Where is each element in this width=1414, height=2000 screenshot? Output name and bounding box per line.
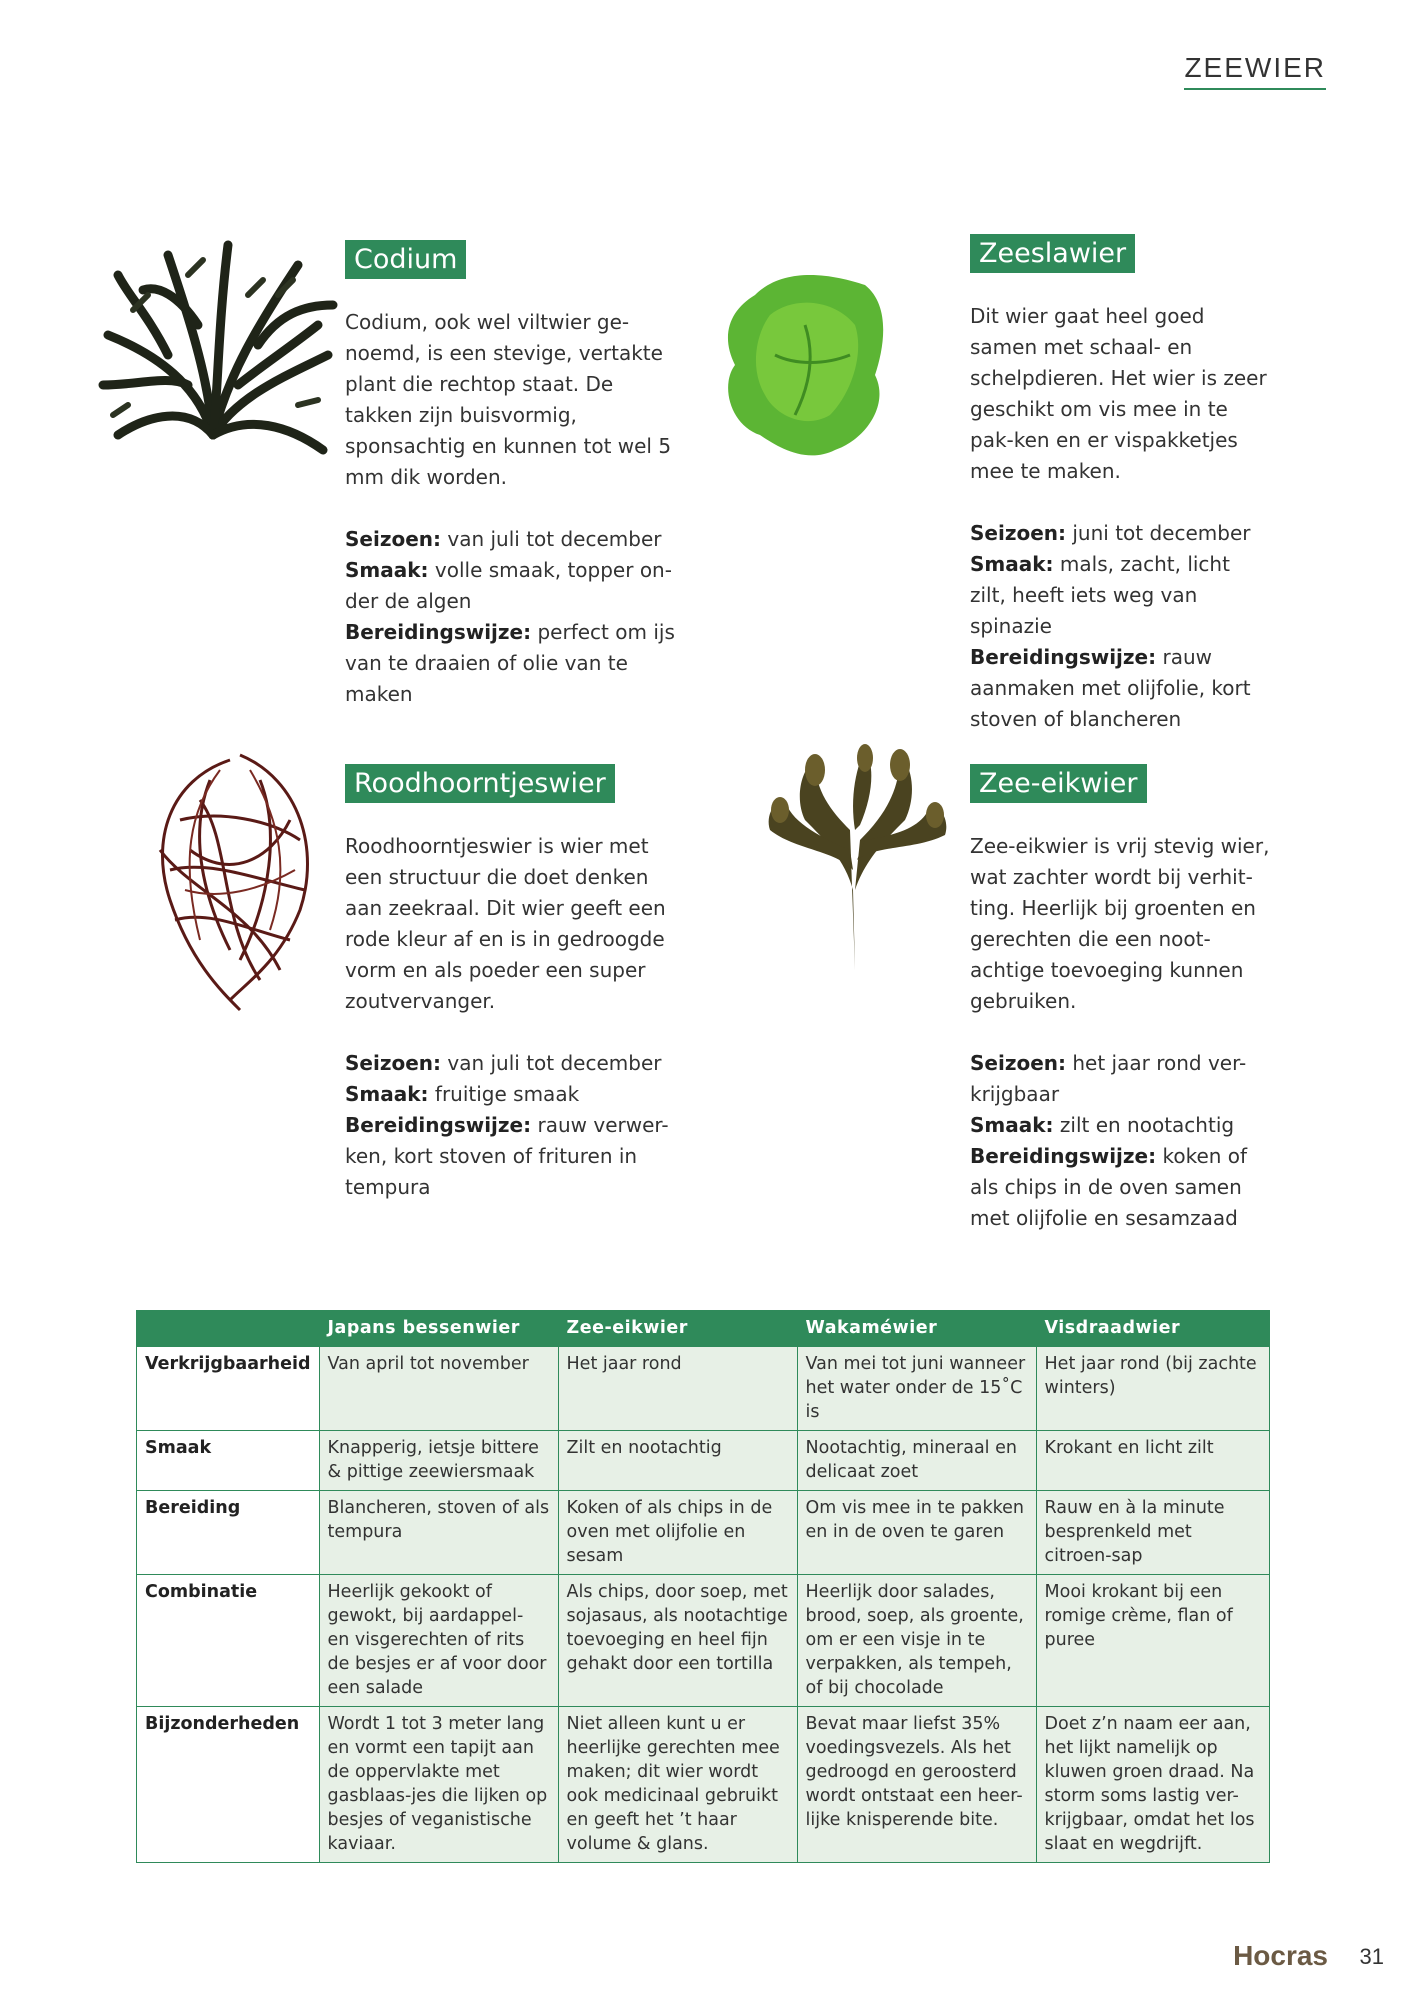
column-header: Japans bessenwier [319, 1311, 558, 1347]
roodhoorntjeswier-photo [130, 740, 330, 1020]
table-cell: Knapperig, ietsje bittere & pittige zeewiersmaak [319, 1431, 558, 1491]
column-header: Visdraadwier [1036, 1311, 1269, 1347]
row-header: Smaak [137, 1431, 320, 1491]
table-cell: Rauw en à la minute besprenkeld met citroen-sap [1036, 1491, 1269, 1575]
table-cell: Wordt 1 tot 3 meter lang en vormt een tapijt aan de oppervlakte met gasblaas-jes die lijken op besjes of veganistische kaviaar. [319, 1707, 558, 1863]
table-row [137, 1707, 1270, 1863]
card-details: Seizoen: van juli tot december Smaak: volle smaak, topper on-der de algen Bereidingswijze: perfect om ijs van te draaien of olie van te maken [345, 527, 675, 706]
table-cell: Het jaar rond (bij zachte winters) [1036, 1347, 1269, 1431]
card-intro: Dit wier gaat heel goed samen met schaal- en schelpdieren. Het wier is zeer geschikt om vis mee in te pak-ken en er vispakketjes mee te maken. [970, 304, 1267, 483]
table-cell: Het jaar rond [558, 1347, 797, 1431]
zee-eikwier-photo [755, 740, 955, 980]
table-row [137, 1575, 1270, 1707]
page-number: 31 [1359, 1944, 1384, 1969]
row-header: Combinatie [137, 1575, 320, 1707]
table-cell: Doet z’n naam eer aan, het lijkt namelijk op kluwen groen draad. Na storm soms lastig ver-krijgbaar, omdat het los slaat en wegdrijft. [1036, 1707, 1269, 1863]
brand-logo: Hocras [1233, 1940, 1328, 1971]
table-cell: Om vis mee in te pakken en in de oven te garen [797, 1491, 1036, 1575]
column-header: Zee-eikwier [558, 1311, 797, 1347]
table-cell: Niet alleen kunt u er heerlijke gerechten mee maken; dit wier wordt ook medicinaal gebruikt en geeft het ’t haar volume & glans. [558, 1707, 797, 1863]
card-title: Roodhoorntjeswier [345, 764, 615, 803]
table-cell: Als chips, door soep, met sojasaus, als nootachtige toevoeging en heel fijn gehakt door een tortilla [558, 1575, 797, 1707]
table-cell: Nootachtig, mineraal en delicaat zoet [797, 1431, 1036, 1491]
table-cell: Blancheren, stoven of als tempura [319, 1491, 558, 1575]
table-cell: Heerlijk door salades, brood, soep, als groente, om er een visje in te verpakken, als tempeh, of bij chocolade [797, 1575, 1036, 1707]
card-roodhoorntjeswier [345, 764, 675, 1203]
table-cell: Zilt en nootachtig [558, 1431, 797, 1491]
table-row [137, 1347, 1270, 1431]
codium-photo [88, 235, 338, 465]
card-intro: Roodhoorntjeswier is wier met een structuur die doet denken aan zeekraal. Dit wier geeft een rode kleur af en is in gedroogde vorm en als poeder een super zoutvervanger. [345, 834, 666, 1013]
table-cell: Bevat maar liefst 35% voedingsvezels. Als het gedroogd en geroosterd wordt ontstaat een heer-lijke knisperende bite. [797, 1707, 1036, 1863]
card-details: Seizoen: juni tot december Smaak: mals, zacht, licht zilt, heeft iets weg van spinazie Bereidingswijze: rauw aanmaken met olijfolie, kort stoven of blancheren [970, 521, 1251, 731]
card-zeeslawier [970, 234, 1270, 735]
card-title: Codium [345, 240, 466, 279]
card-codium [345, 240, 675, 710]
table-cell: Krokant en licht zilt [1036, 1431, 1269, 1491]
section-title: ZEEWIER [1184, 52, 1326, 90]
card-intro: Zee-eikwier is vrij stevig wier, wat zachter wordt bij verhit-ting. Heerlijk bij groenten en gerechten die een noot-achtige toevoeging kunnen gebruiken. [970, 834, 1270, 1013]
card-details: Seizoen: het jaar rond ver-krijgbaar Smaak: zilt en nootachtig Bereidingswijze: koken of als chips in de oven samen met olijfolie en sesamzaad [970, 1051, 1248, 1230]
card-details: Seizoen: van juli tot december Smaak: fruitige smaak Bereidingswijze: rauw verwer-ken, kort stoven of frituren in tempura [345, 1051, 669, 1199]
card-title: Zeeslawier [970, 234, 1135, 273]
row-header: Bereiding [137, 1491, 320, 1575]
row-header: Verkrijgbaarheid [137, 1347, 320, 1431]
table-header-row [137, 1311, 1270, 1347]
comparison-table [136, 1310, 1270, 1863]
table-row [137, 1491, 1270, 1575]
card-intro: Codium, ook wel viltwier ge-noemd, is een stevige, vertakte plant die rechtop staat. De takken zijn buisvormig, sponsachtig en kunnen tot wel 5 mm dik worden. [345, 310, 672, 489]
table-corner-cell [137, 1311, 320, 1347]
row-header: Bijzonderheden [137, 1707, 320, 1863]
table-cell: Van april tot november [319, 1347, 558, 1431]
column-header: Wakaméwier [797, 1311, 1036, 1347]
card-zee-eikwier [970, 764, 1270, 1234]
table-cell: Heerlijk gekookt of gewokt, bij aardappel- en visgerechten of rits de besjes er af voor door een salade [319, 1575, 558, 1707]
card-title: Zee-eikwier [970, 764, 1147, 803]
table-cell: Koken of als chips in de oven met olijfolie en sesam [558, 1491, 797, 1575]
zeeslawier-photo [715, 265, 895, 465]
table-row [137, 1431, 1270, 1491]
table-cell: Van mei tot juni wanneer het water onder de 15˚C is [797, 1347, 1036, 1431]
table-cell: Mooi krokant bij een romige crème, flan of puree [1036, 1575, 1269, 1707]
